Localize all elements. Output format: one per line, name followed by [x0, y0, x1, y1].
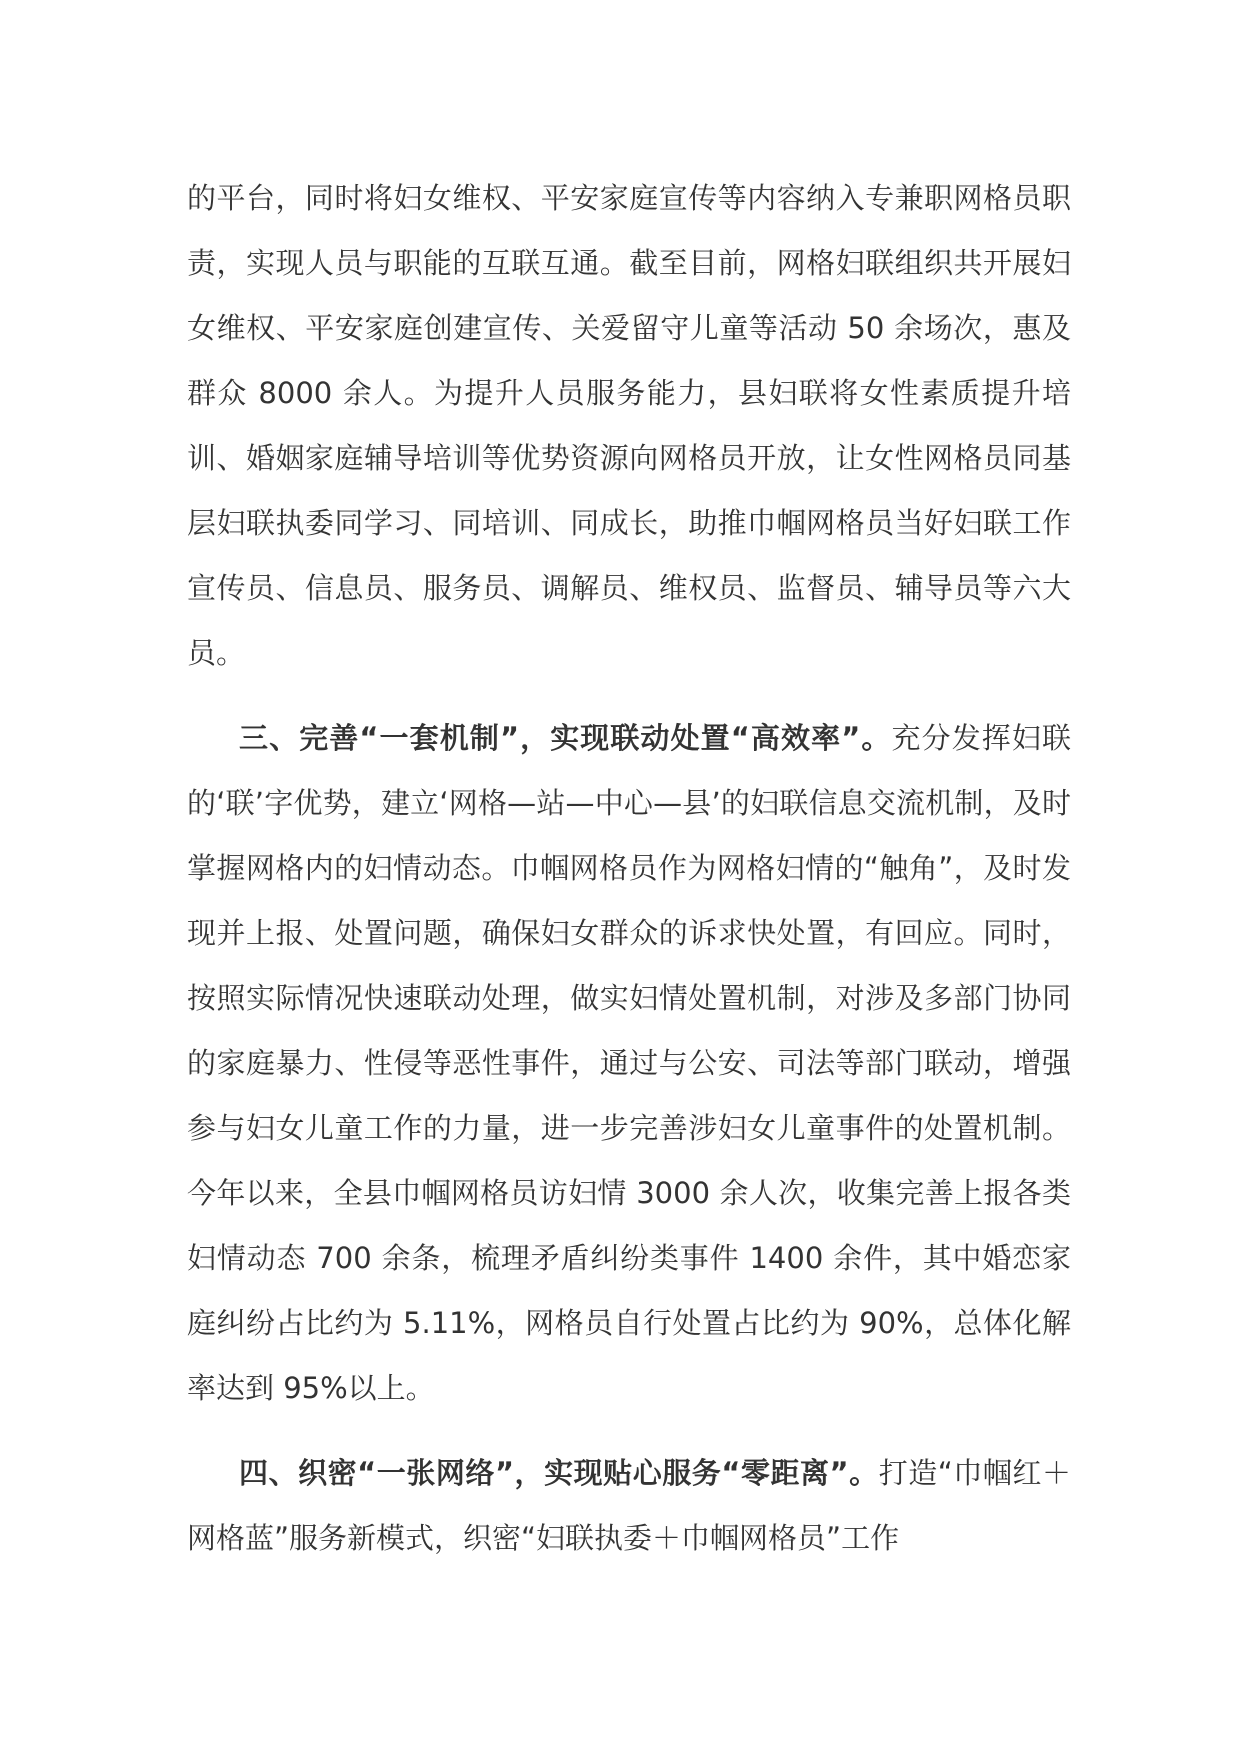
paragraph-text: 充分发挥妇联的‘联’字优势，建立‘网格—站—中心—县’的妇联信息交流机制，及时掌握网格内的妇情动态。巾帼网格员作为网格妇情的“触角”，及时发现并上报、处置问题，确保妇女群众的诉求快处置，有回应。同时，按照实际情况快速联动处理，做实妇情处置机制，对涉及多部门协同的家庭暴力、性侵等恶性事件，通过与公安、司法等部门联动，增强参与妇女儿童工作的力量，进一步完善涉妇女儿童事件的处置机制。今年以来，全县巾帼网格员访妇情 3000 余人次，收集完善上报各类妇情动态 700 余条，梳理矛盾纠纷类事件 1400 余件，其中婚恋家庭纠纷占比约为 5.11%，网格员自行处置占比约为 90%，总体化解率达到 95%以上。 — [187, 721, 1071, 1405]
paragraph-text: 打造“巾帼红＋网格蓝”服务新模式，织密“妇联执委＋巾帼网格员”工作 — [187, 1456, 1071, 1555]
section-heading-four: 四、织密“一张网络”，实现贴心服务“零距离”。 — [239, 1456, 879, 1490]
section-heading-three: 三、完善“一套机制”，实现联动处置“高效率”。 — [239, 721, 892, 755]
paragraph-section-three — [187, 706, 1071, 1421]
paragraph-text: 的平台，同时将妇女维权、平安家庭宣传等内容纳入专兼职网格员职责，实现人员与职能的互联互通。截至目前，网格妇联组织共开展妇女维权、平安家庭创建宣传、关爱留守儿童等活动 50 余场次，惠及群众 8000 余人。为提升人员服务能力，县妇联将女性素质提升培训、婚姻家庭辅导培训等优势资源向网格员开放，让女性网格员同基层妇联执委同学习、同培训、同成长，助推巾帼网格员当好妇联工作宣传员、信息员、服务员、调解员、维权员、监督员、辅导员等六大员。 — [187, 181, 1071, 670]
paragraph-continuation — [187, 166, 1071, 686]
paragraph-section-four — [187, 1441, 1071, 1571]
document-body — [187, 166, 1071, 1571]
